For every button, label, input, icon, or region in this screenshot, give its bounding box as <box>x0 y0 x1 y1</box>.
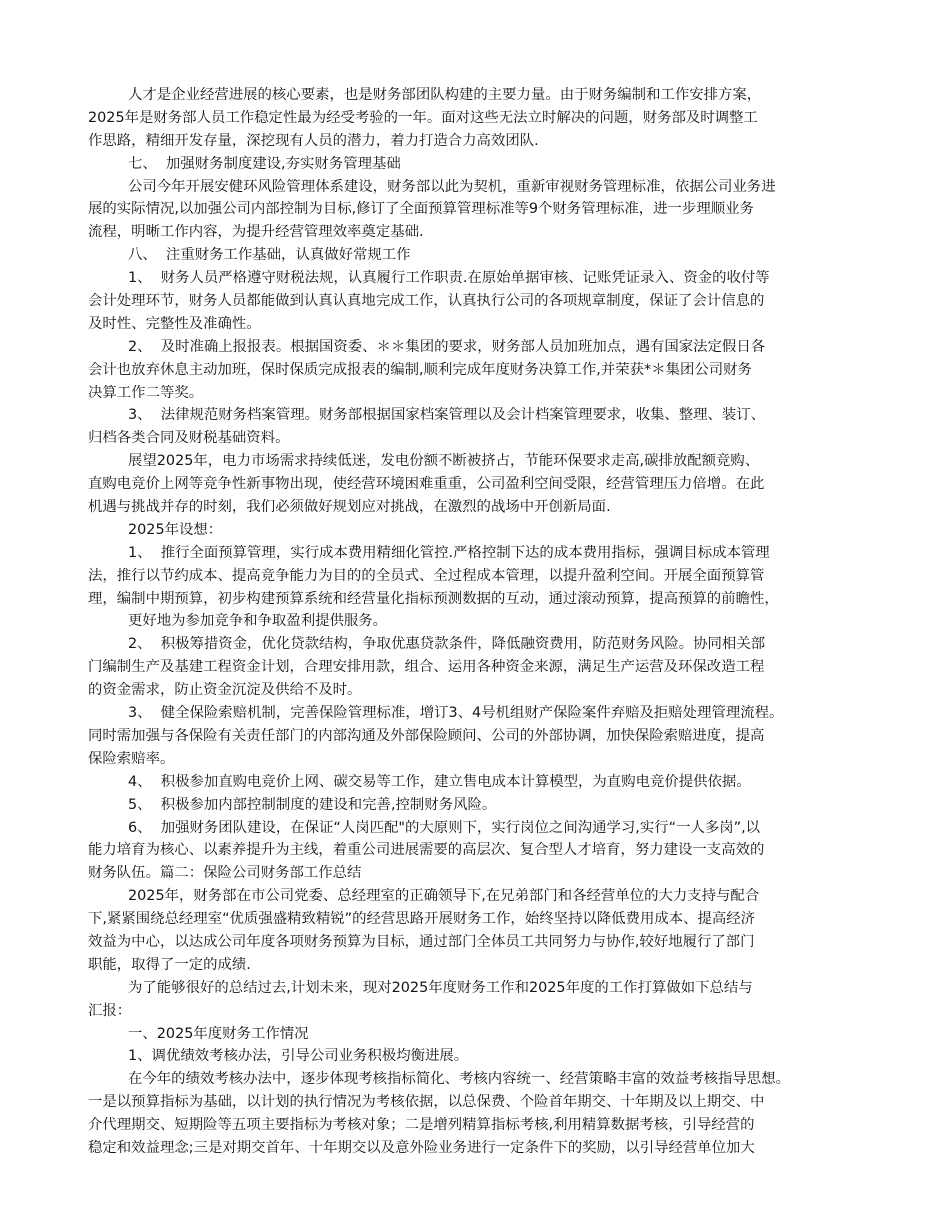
document-body <box>88 84 872 1160</box>
text-line: 机遇与挑战并存的时刻，我们必须做好规划应对挑战，在激烈的战场中开创新局面. <box>88 499 611 516</box>
text-line: 归档各类合同及财税基础资料。 <box>88 430 290 447</box>
text-line: 理，编制中期预算，初步构建预算系统和经营量化指标预测数据的互动，通过滚动预算，提高预算的前瞻性， <box>88 590 779 607</box>
text-line: 3、 法律规范财务档案管理。财务部根据国家档案管理以及会计档案管理要求，收集、整理、装订、 <box>128 407 766 424</box>
text-line: 公司今年开展安健环风险管理体系建设，财务部以此为契机，重新审视财务管理标准，依据公司业务进 <box>128 178 776 195</box>
text-line: 会计处理环节，财务人员都能做到认真认真地完成工作，认真执行公司的各项规章制度，保证了会计信息的 <box>88 293 765 310</box>
text-line: 决算工作二等奖。 <box>88 384 204 401</box>
text-line: 作思路，精细开发存量，深挖现有人员的潜力，着力打造合力高效团队. <box>88 132 539 149</box>
text-line: 介代理期交、短期险等五项主要指标为考核对象；二是增列精算指标考核,利用精算数据考核，引导经营的 <box>88 1117 755 1134</box>
text-line: 2025年，财务部在市公司党委、总经理室的正确领导下,在兄弟部门和各经营单位的大力支持与配合 <box>128 888 760 905</box>
text-line: 展的实际情况,以加强公司内部控制为目标,修订了全面预算管理标准等9个财务管理标准，进一步理顺业务 <box>88 201 754 218</box>
text-line: 1、 推行全面预算管理，实行成本费用精细化管控.严格控制下达的成本费用指标，强调目标成本管理 <box>128 544 770 561</box>
text-line: 汇报： <box>88 1002 132 1019</box>
text-line: 财务队伍。篇二：保险公司财务部工作总结 <box>88 865 362 882</box>
text-line: 在今年的绩效考核办法中，逐步体现考核指标简化、考核内容统一、经营策略丰富的效益考核指导思想。 <box>128 1071 790 1088</box>
text-line: 一、2025年度财务工作情况 <box>128 1025 309 1042</box>
text-line: 1、 财务人员严格遵守财税法规，认真履行工作职责.在原始单据审核、记账凭证录入、资金的收付等 <box>128 270 770 287</box>
text-line: 2025年是财务部人员工作稳定性最为经受考验的一年。面对这些无法立时解决的问题，财务部及时调整工 <box>88 109 758 126</box>
text-line: 为了能够很好的总结过去,计划未来，现对2025年度财务工作和2025年度的工作打算做如下总结与 <box>128 979 753 996</box>
text-line: 职能，取得了一定的成绩. <box>88 956 251 973</box>
text-line: 展望2025年，电力市场需求持续低迷，发电份额不断被挤占，节能环保要求走高,碳排放配额竞购、 <box>128 453 760 470</box>
text-line: 1、调优绩效考核办法，引导公司业务积极均衡进展。 <box>128 1048 469 1065</box>
text-line: 6、 加强财务团队建设，在保证“人岗匹配"的大原则下，实行岗位之间沟通学习,实行“一人多岗”,以 <box>128 819 761 836</box>
text-line: 同时需加强与各保险有关责任部门的内部沟通及外部保险顾问、公司的外部协调，加快保险索赔进度，提高 <box>88 727 765 744</box>
text-line: 门编制生产及基建工程资金计划，合理安排用款，组合、运用各种资金来源，满足生产运营及环保改造工程 <box>88 659 765 676</box>
text-line: 人才是企业经营进展的核心要素，也是财务部团队构建的主要力量。由于财务编制和工作安排方案， <box>128 87 762 103</box>
text-line: 一是以预算指标为基础，以计划的执行情况为考核依据，以总保费、个险首年期交、十年期及以上期交、中 <box>88 1094 765 1111</box>
text-line: 更好地为参加竞争和争取盈利提供服务。 <box>128 613 388 630</box>
text-line: 会计也放弃休息主动加班，保时保质完成报表的编制,顺利完成年度财务决算工作,并荣获*＊集团公司财务 <box>88 361 752 378</box>
text-line: 稳定和效益理念;三是对期交首年、十年期交以及意外险业务进行一定条件下的奖励，以引导经营单位加大 <box>88 1139 755 1156</box>
text-line: 能力培育为核心、以素养提升为主线，着重公司进展需要的高层次、复合型人才培育，努力建设一支高效的 <box>88 842 765 859</box>
text-line: 七、 加强财务制度建设,夯实财务管理基础 <box>128 155 401 172</box>
text-line: 保险索赔率。 <box>88 750 175 767</box>
text-line: 2、 及时准确上报报表。根据国资委、＊＊集团的要求，财务部人员加班加点，遇有国家法定假日各 <box>128 338 766 355</box>
text-line: 下,紧紧围绕总经理室“优质强盛精致精锐”的经营思路开展财务工作，始终坚持以降低费用成本、提高经济 <box>88 911 756 928</box>
text-line: 3、 健全保险索赔机制，完善保险管理标准，增订3、4号机组财产保险案件弃赔及拒赔处理管理流程。 <box>128 705 784 722</box>
text-line: 4、 积极参加直购电竞价上网、碳交易等工作，建立售电成本计算模型，为直购电竞价提供依据。 <box>128 773 751 790</box>
text-line: 八、 注重财务工作基础，认真做好常规工作 <box>128 247 411 264</box>
text-line: 5、 积极参加内部控制制度的建设和完善,控制财务风险。 <box>128 796 497 813</box>
text-line: 2025年设想： <box>128 521 223 538</box>
text-line: 法，推行以节约成本、提高竞争能力为目的的全员式、全过程成本管理，以提升盈利空间。开展全面预算管 <box>88 567 765 584</box>
text-line: 直购电竞价上网等竞争性新事物出现，使经营环境困难重重，公司盈利空间受限，经营管理压力倍增。在此 <box>88 476 765 493</box>
text-line: 效益为中心，以达成公司年度各项财务预算为目标，通过部门全体员工共同努力与协作,较好地履行了部门 <box>88 933 755 950</box>
text-line: 及时性、完整性及准确性。 <box>88 315 261 332</box>
text-line: 的资金需求，防止资金沉淀及供给不及时。 <box>88 682 362 699</box>
text-line: 流程，明晰工作内容，为提升经营管理效率奠定基础. <box>88 224 424 241</box>
text-line: 2、 积极筹措资金，优化贷款结构，争取优惠贷款条件，降低融资费用，防范财务风险。协同相关部 <box>128 636 766 653</box>
